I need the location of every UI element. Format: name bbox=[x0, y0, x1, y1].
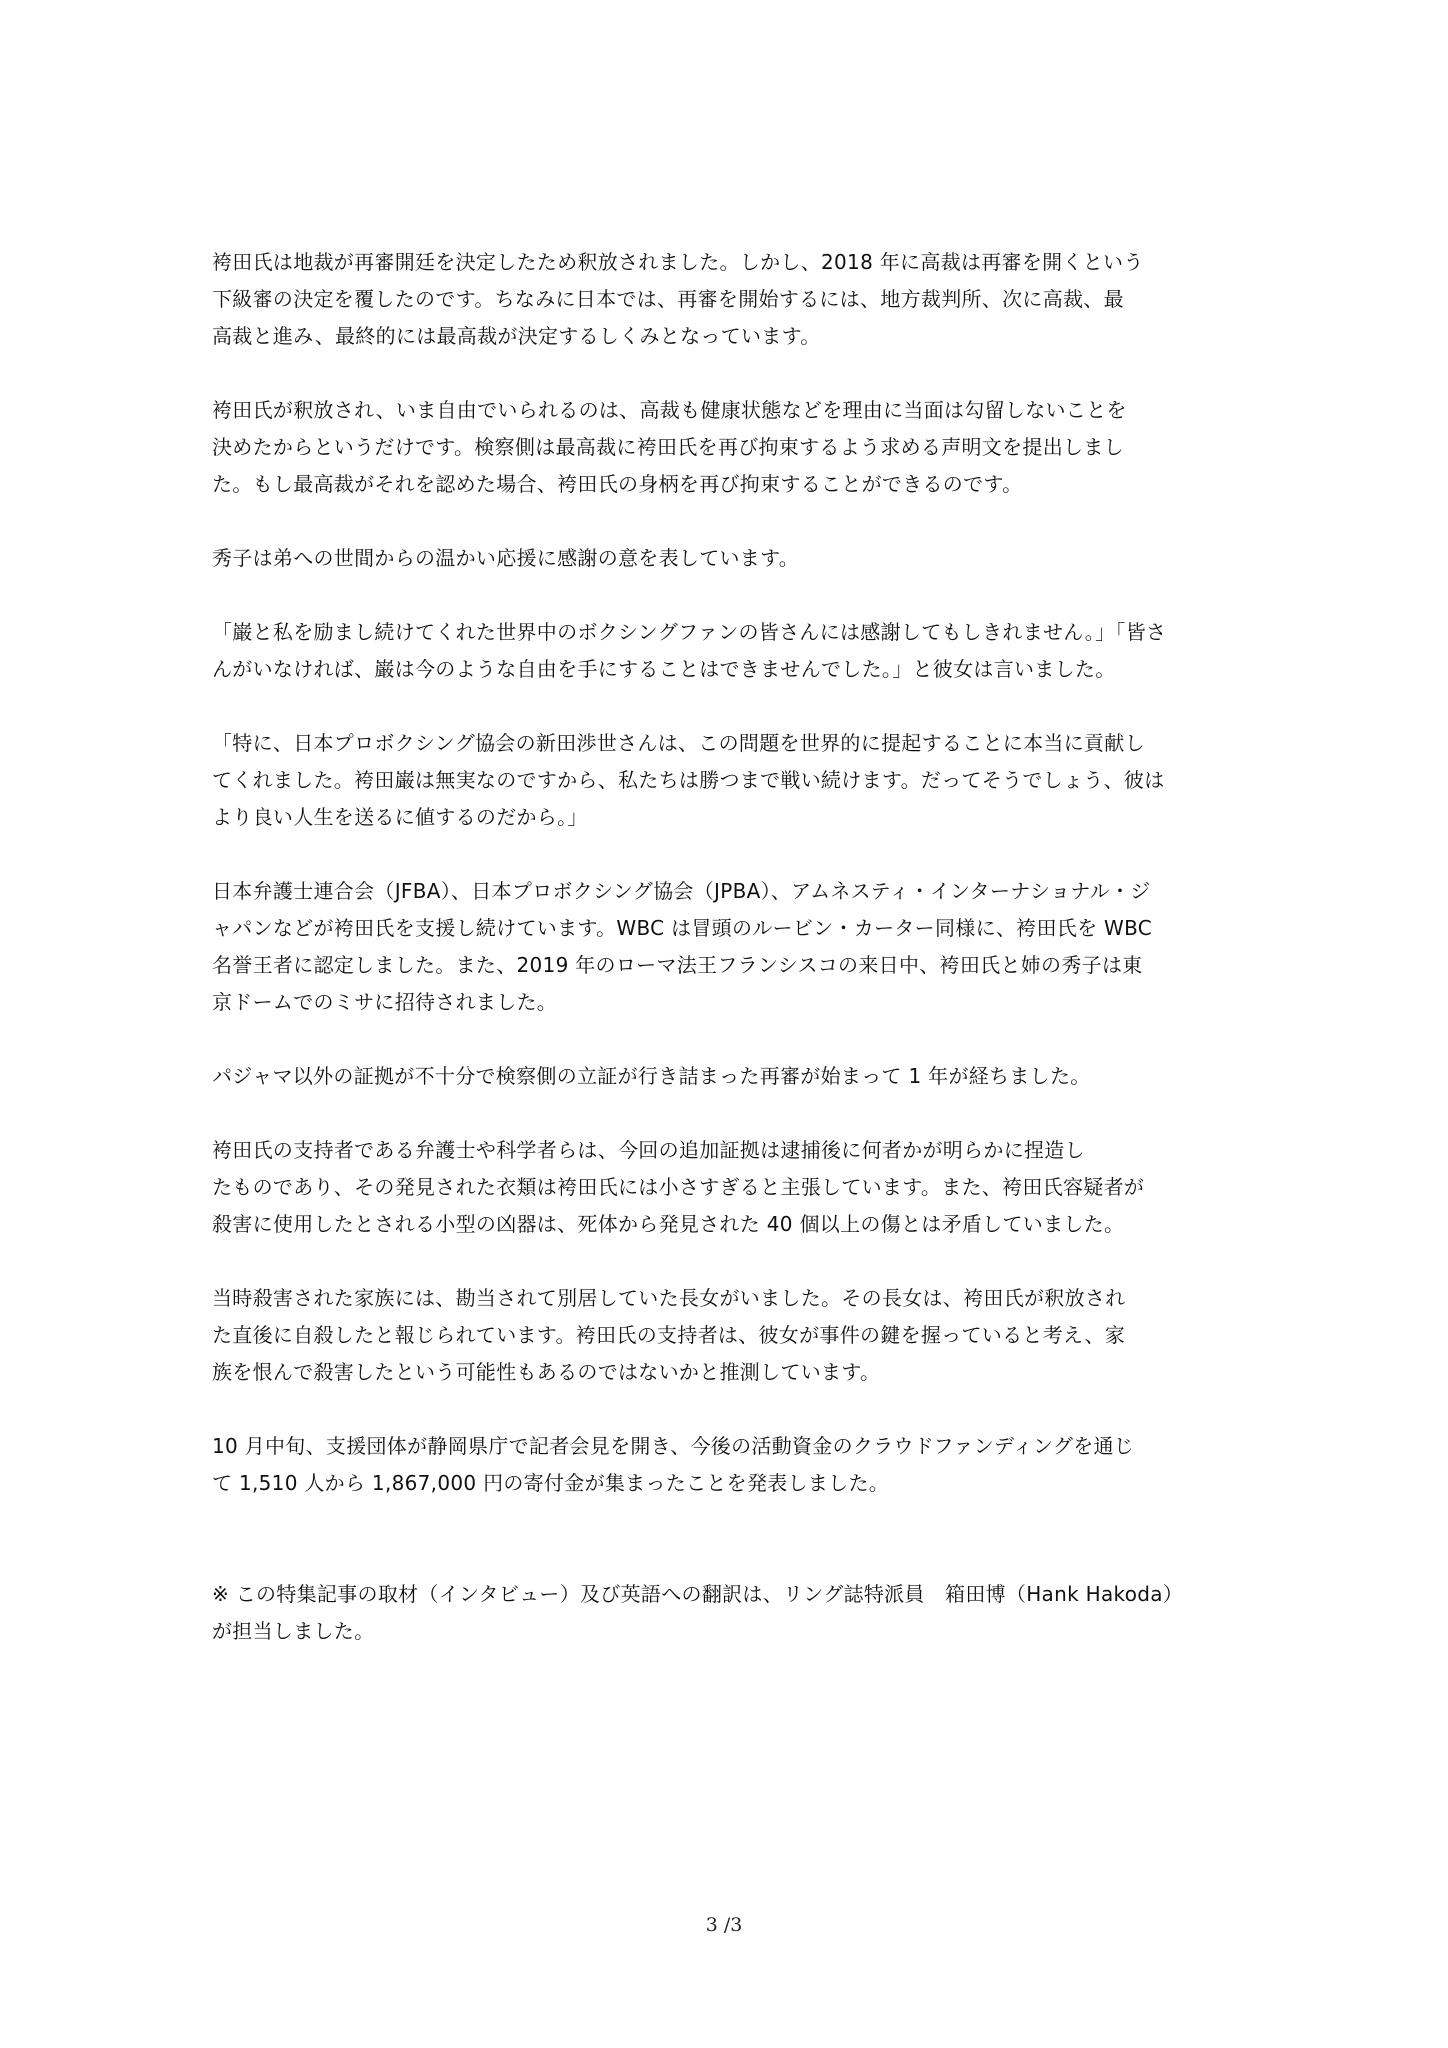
text-line: 「特に、日本プロボクシング協会の新田渉世さんは、この問題を世界的に提起することに本当に貢献し bbox=[212, 731, 1145, 755]
paragraph-eldest-daughter bbox=[212, 1280, 1252, 1391]
text-line: んがいなければ、巌は今のような自由を手にすることはできませんでした。」と彼女は言いました。 bbox=[212, 657, 1116, 681]
text-line: た。もし最高裁がそれを認めた場合、袴田氏の身柄を再び拘束することができるのです。 bbox=[212, 472, 1023, 496]
text-line: 10 月中旬、支援団体が静岡県庁で記者会見を開き、今後の活動資金のクラウドファンディングを通じ bbox=[212, 1434, 1135, 1458]
text-line: 下級審の決定を覆したのです。ちなみに日本では、再審を開始するには、地方裁判所、次に高裁、最 bbox=[212, 287, 1124, 311]
paragraph-retrial-year bbox=[212, 1058, 1252, 1095]
text-line: より良い人生を送るに値するのだから。」 bbox=[212, 805, 588, 829]
text-line: 決めたからというだけです。検察側は最高裁に袴田氏を再び拘束するよう求める声明文を提出しまし bbox=[212, 435, 1124, 459]
paragraph-hideko-thanks bbox=[212, 540, 1252, 577]
text-line: 秀子は弟への世間からの温かい応援に感謝の意を表しています。 bbox=[212, 546, 800, 570]
text-line: 殺害に使用したとされる小型の凶器は、死体から発見された 40 個以上の傷とは矛盾していました。 bbox=[212, 1212, 1125, 1236]
paragraph-current-freedom bbox=[212, 392, 1252, 503]
text-line: が担当しました。 bbox=[212, 1619, 375, 1643]
text-line: たものであり、その発見された衣類は袴田氏には小さすぎると主張しています。また、袴田氏容疑者が bbox=[212, 1175, 1145, 1199]
paragraph-quote-fans bbox=[212, 614, 1252, 688]
text-line: 族を恨んで殺害したという可能性もあるのではないかと推測しています。 bbox=[212, 1360, 881, 1384]
text-line: てくれました。袴田巌は無実なのですから、私たちは勝つまで戦い続けます。だってそうでしょう、彼は bbox=[212, 768, 1165, 792]
text-line: 袴田氏は地裁が再審開廷を決定したため釈放されました。しかし、2018 年に高裁は再審を開くという bbox=[212, 250, 1144, 274]
paragraph-release-retrial bbox=[212, 244, 1252, 355]
text-line: た直後に自殺したと報じられています。袴田氏の支持者は、彼女が事件の鍵を握っていると考え、家 bbox=[212, 1323, 1126, 1347]
text-line: 袴田氏が釈放され、いま自由でいられるのは、高裁も健康状態などを理由に当面は勾留しないことを bbox=[212, 398, 1127, 422]
text-line: て 1,510 人から 1,867,000 円の寄付金が集まったことを発表しました。 bbox=[212, 1471, 890, 1495]
text-line: 袴田氏の支持者である弁護士や科学者らは、今回の追加証拠は逮捕後に何者かが明らかに捏造し bbox=[212, 1138, 1085, 1162]
text-line: 名誉王者に認定しました。また、2019 年のローマ法王フランシスコの来日中、袴田氏と姉の秀子は東 bbox=[212, 953, 1143, 977]
text-line: 日本弁護士連合会（JFBA）、日本プロボクシング協会（JPBA）、アムネスティ・インターナショナル・ジ bbox=[212, 879, 1151, 903]
text-line: パジャマ以外の証拠が不十分で検察側の立証が行き詰まった再審が始まって 1 年が経ちました。 bbox=[212, 1064, 1091, 1088]
paragraph-quote-nitta bbox=[212, 725, 1252, 836]
text-line: 高裁と進み、最終的には最高裁が決定するしくみとなっています。 bbox=[212, 324, 821, 348]
paragraph-evidence bbox=[212, 1132, 1252, 1243]
text-line: ※ この特集記事の取材（インタビュー）及び英語への翻訳は、リング誌特派員 箱田博（Hank Hakoda） bbox=[212, 1582, 1184, 1606]
paragraph-crowdfunding bbox=[212, 1428, 1252, 1502]
paragraph-credit-note bbox=[212, 1576, 1252, 1650]
text-line: 「巌と私を励まし続けてくれた世界中のボクシングファンの皆さんには感謝してもしきれません。」「皆さ bbox=[212, 620, 1167, 644]
text-line: 京ドームでのミサに招待されました。 bbox=[212, 990, 558, 1014]
text-line: 当時殺害された家族には、勘当されて別居していた長女がいました。その長女は、袴田氏が釈放され bbox=[212, 1286, 1126, 1310]
paragraph-supporters bbox=[212, 873, 1252, 1021]
page-number: 3 /3 bbox=[705, 1914, 743, 1936]
article-body bbox=[212, 244, 1252, 1650]
text-line: ャパンなどが袴田氏を支援し続けています。WBC は冒頭のルービン・カーター同様に、袴田氏を WBC bbox=[212, 916, 1153, 940]
